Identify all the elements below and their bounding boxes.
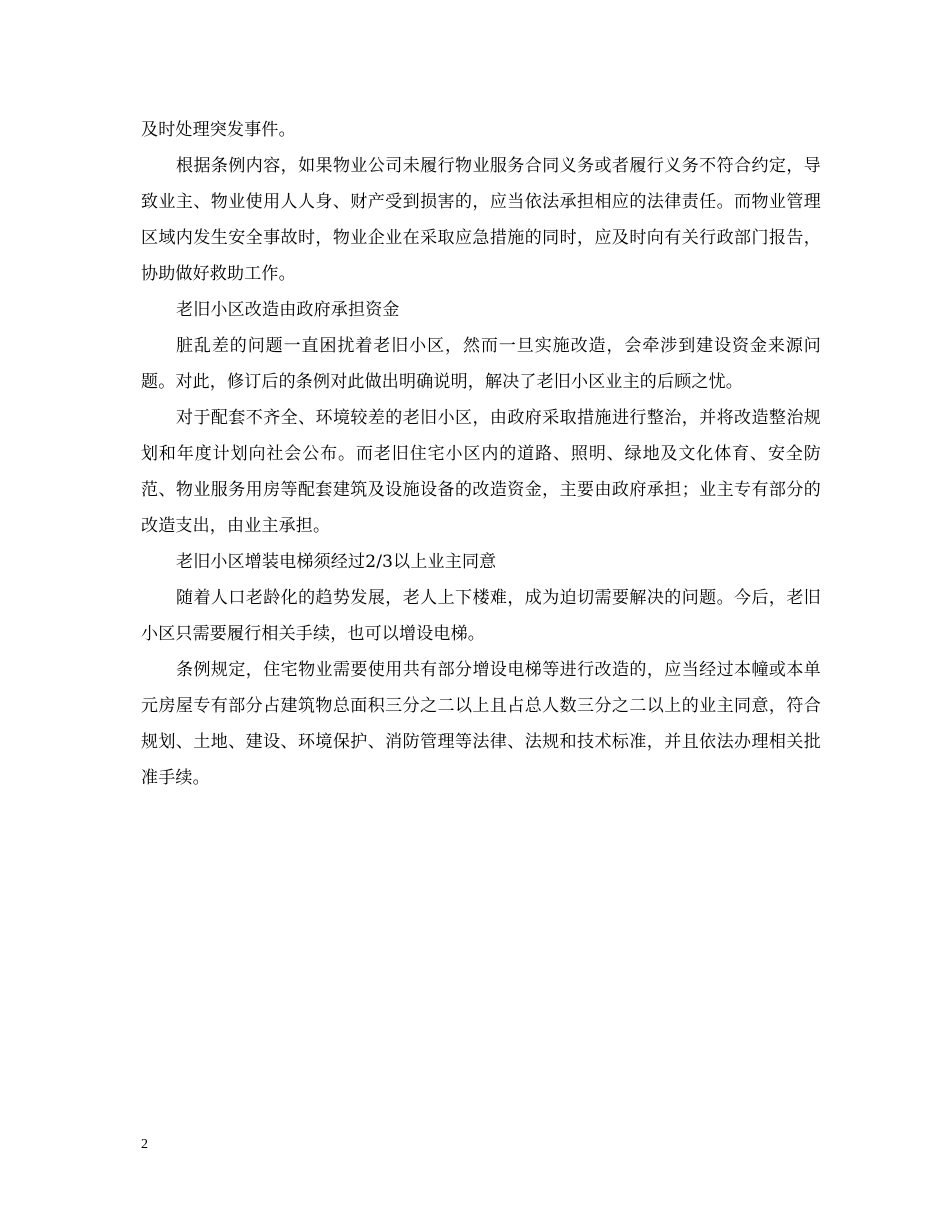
paragraph-continuation: 及时处理突发事件。: [141, 120, 296, 140]
paragraph-elevator-rules: 条例规定，住宅物业需要使用共有部分增设电梯等进行改造的，应当经过本幢或本单元房屋专有部分占建筑物总面积三分之二以上且占总人数三分之二以上的业主同意，符合规划、土地、建设、环境保护、消防管理等法律、法规和技术标准，并且依法办理相关批准手续。: [141, 660, 821, 788]
section-heading-renovation-funding: 老旧小区改造由政府承担资金: [176, 300, 400, 320]
section-heading-elevator: 老旧小区增装电梯须经过2/3以上业主同意: [176, 552, 497, 572]
paragraph-liability: 根据条例内容，如果物业公司未履行物业服务合同义务或者履行义务不符合约定，导致业主、物业使用人人身、财产受到损害的，应当依法承担相应的法律责任。而物业管理区域内发生安全事故时，物业企业在采取应急措施的同时，应及时向有关行政部门报告，协助做好救助工作。: [141, 156, 821, 284]
document-body: [141, 112, 821, 796]
paragraph-elevator-need: 随着人口老龄化的趋势发展，老人上下楼难，成为迫切需要解决的问题。今后，老旧小区只需要履行相关手续，也可以增设电梯。: [141, 588, 821, 644]
paragraph-funding-rules: 对于配套不齐全、环境较差的老旧小区，由政府采取措施进行整治，并将改造整治规划和年度计划向社会公布。而老旧住宅小区内的道路、照明、绿地及文化体育、安全防范、物业服务用房等配套建筑及设施设备的改造资金，主要由政府承担；业主专有部分的改造支出，由业主承担。: [141, 408, 821, 536]
page-number: 2: [141, 1137, 148, 1152]
paragraph-funding-problem: 脏乱差的问题一直困扰着老旧小区，然而一旦实施改造，会牵涉到建设资金来源问题。对此，修订后的条例对此做出明确说明，解决了老旧小区业主的后顾之忧。: [141, 336, 821, 392]
